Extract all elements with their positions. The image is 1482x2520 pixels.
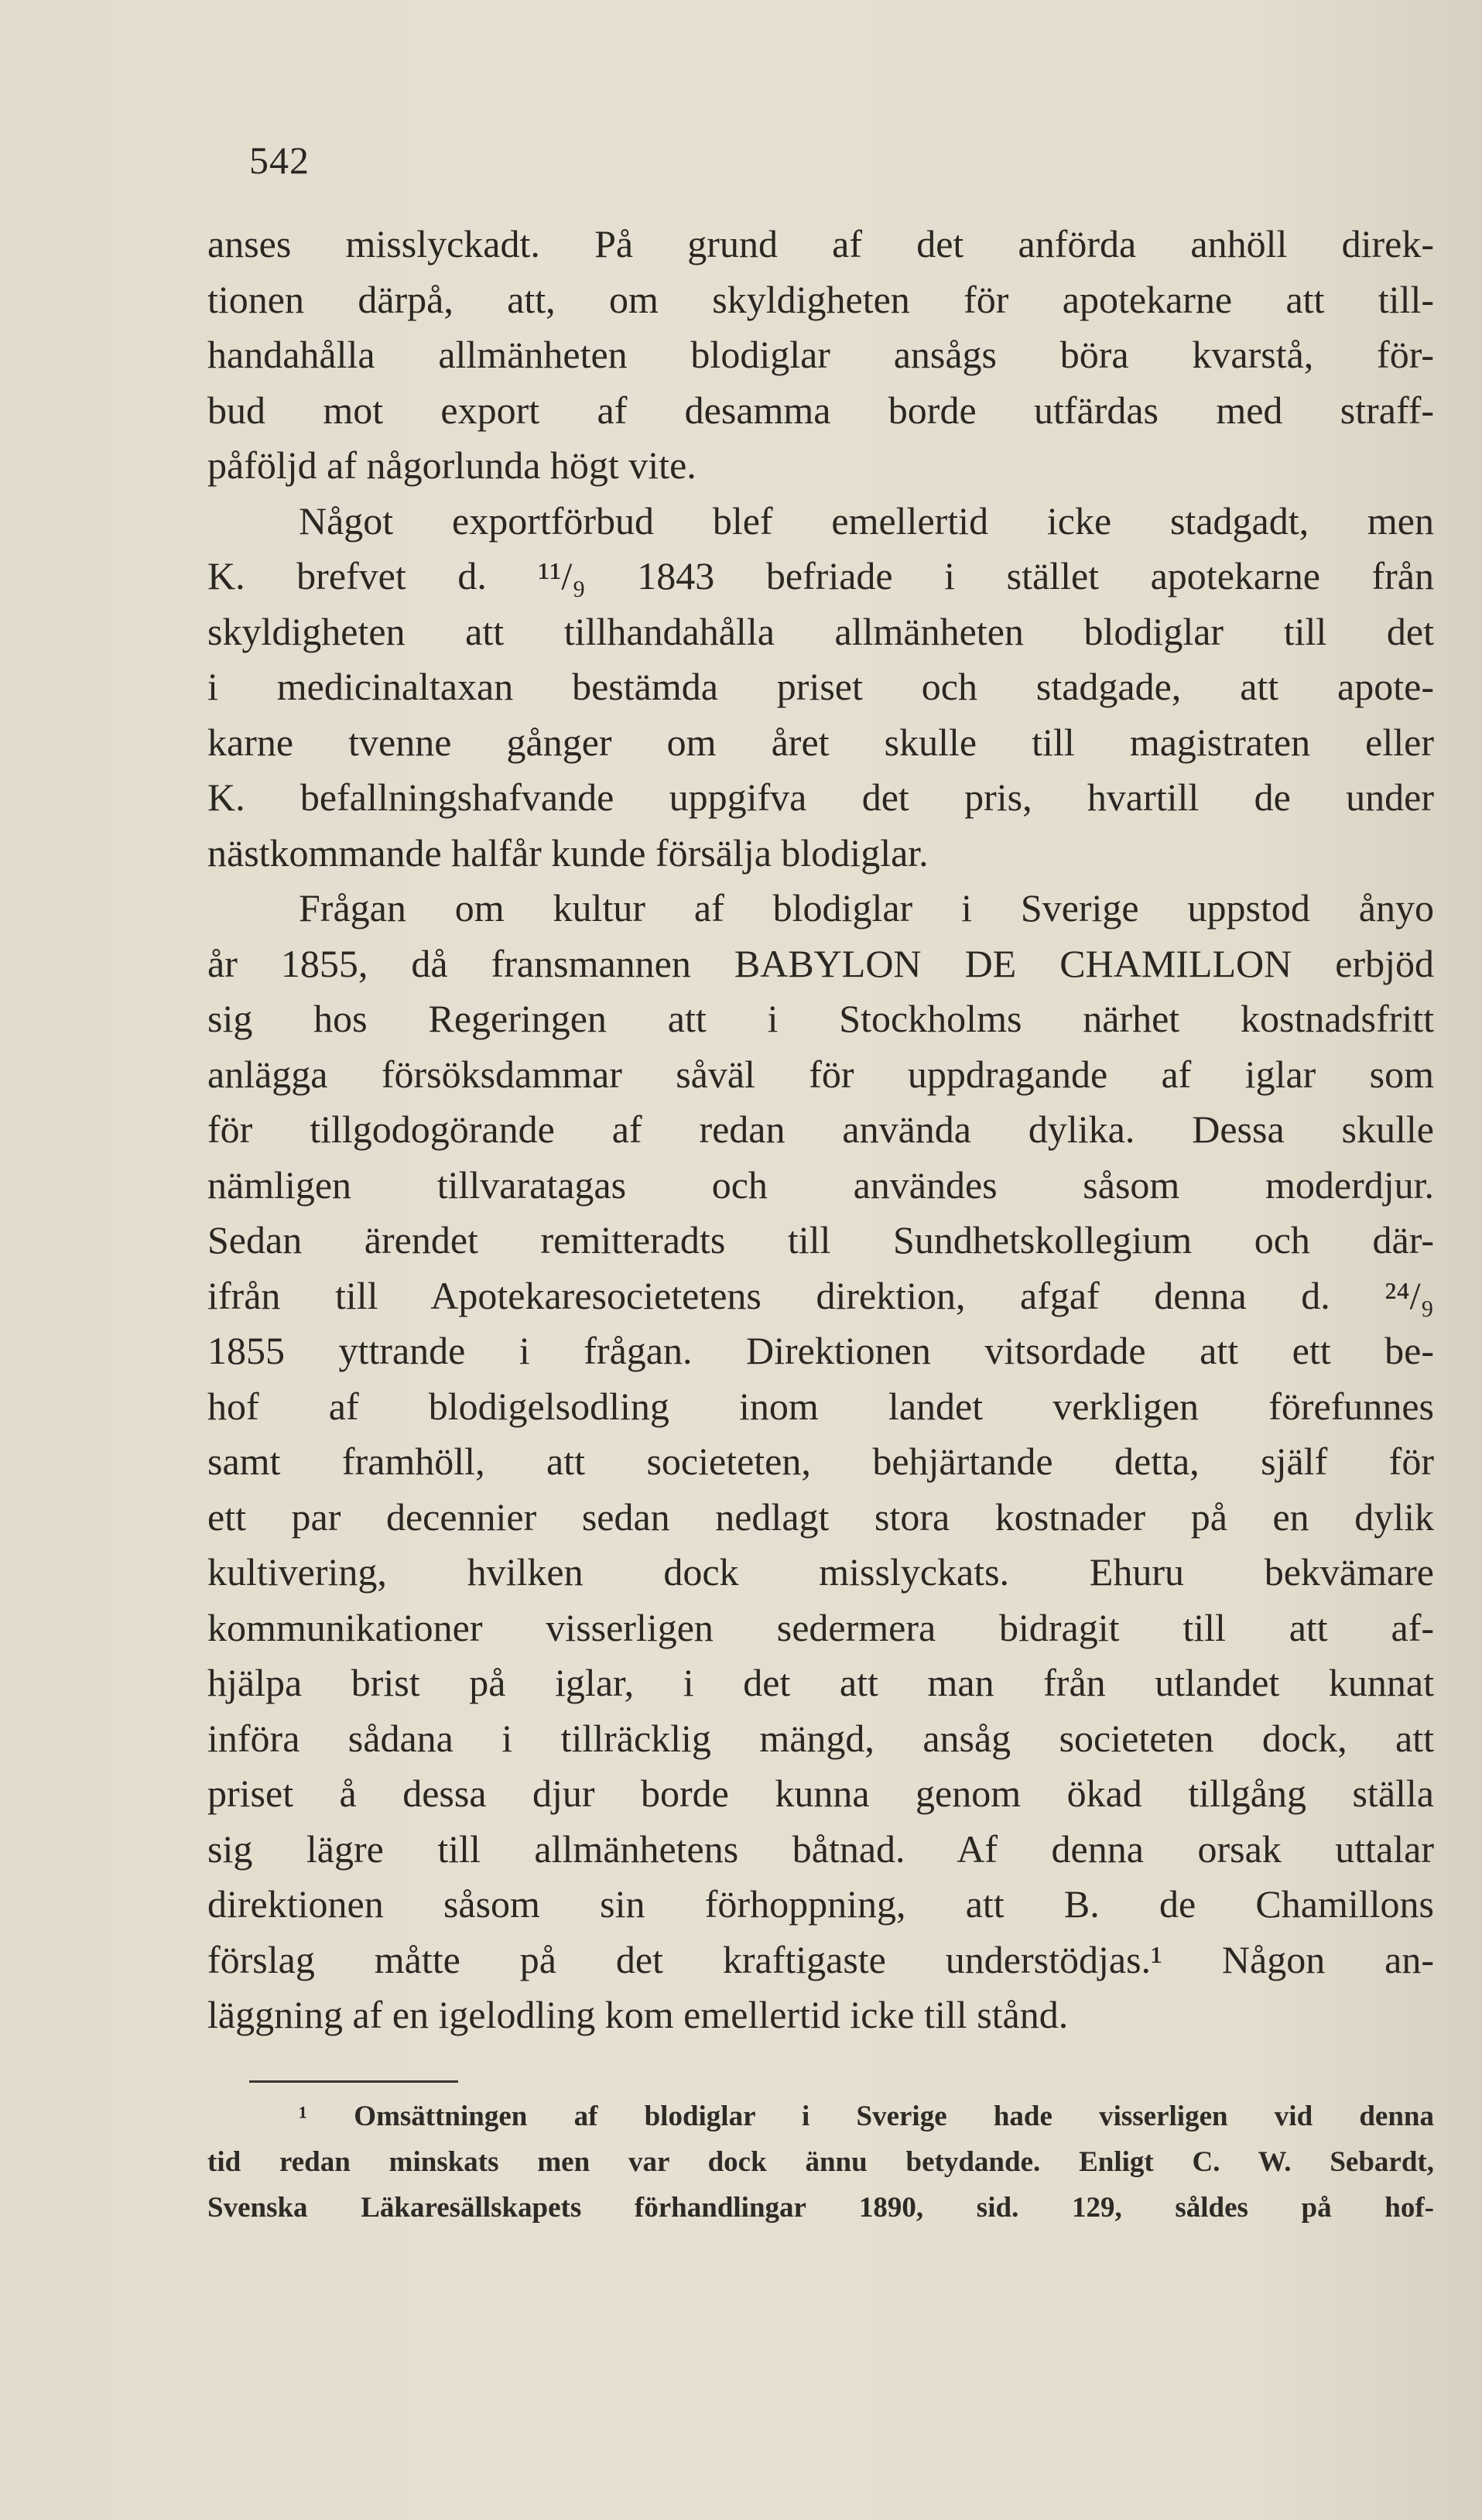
text-line: sig hos Regeringen att i Stockholms närhet kostnadsfritt (207, 997, 1434, 1040)
text-line: Frågan om kultur af blodiglar i Sverige uppstod ånyo (299, 886, 1434, 930)
text-line: för tillgodogörande af redan använda dylika. Dessa skulle (207, 1108, 1434, 1151)
text-line: bud mot export af desamma borde utfärdas med straff- (207, 388, 1434, 432)
text-line: skyldigheten att tillhandahålla allmänheten blodiglar till det (207, 609, 1434, 653)
text-line: kommunikationer visserligen sedermera bidragit till att af- (207, 1605, 1434, 1649)
text-line: 1855 yttrande i frågan. Direktionen vitsordade att ett be- (207, 1329, 1434, 1372)
text-line: nämligen tillvaratagas och användes såsom moderdjur. (207, 1162, 1434, 1207)
footnote-line: Svenska Läkaresällskapets förhandlingar 1890, sid. 129, såldes på hof- (207, 2192, 1434, 2224)
text-line: handahålla allmänheten blodiglar ansågs böra kvarstå, för- (207, 333, 1434, 376)
text-line: förslag måtte på det kraftigaste understödjas.¹ Någon an- (207, 1937, 1434, 1981)
text-line: tionen därpå, att, om skyldigheten för apotekarne att till- (207, 277, 1434, 321)
footnote-line: ¹ Omsättningen af blodiglar i Sverige hade visserligen vid denna (299, 2101, 1434, 2132)
text-line: anses misslyckadt. På grund af det anförda anhöll direk- (207, 222, 1434, 265)
footnote-divider (249, 2080, 458, 2083)
text-line: ifrån till Apotekaresocietetens direktion, afgaf denna d. ²⁴/₉ (207, 1273, 1434, 1317)
text-line: hof af blodigelsodling inom landet verkligen förefunnes (207, 1384, 1434, 1428)
footnotes (207, 2094, 1434, 2231)
text-line: påföljd af någorlunda högt vite. (207, 443, 697, 487)
text-line: anlägga försöksdammar såväl för uppdragande af iglar som (207, 1052, 1434, 1096)
page-number: 542 (249, 139, 310, 182)
text-line: införa sådana i tillräcklig mängd, ansåg societeten dock, att (207, 1716, 1434, 1760)
paragraph (207, 494, 1434, 882)
text-line: karne tvenne gånger om året skulle till magistraten eller (207, 720, 1434, 764)
text-line: hjälpa brist på iglar, i det att man från utlandet kunnat (207, 1661, 1434, 1704)
footnote-line: tid redan minskats men var dock ännu betydande. Enligt C. W. Sebardt, (207, 2146, 1434, 2178)
text-line: år 1855, då fransmannen BABYLON DE CHAMILLON erbjöd (207, 941, 1434, 985)
paragraph (207, 881, 1434, 2043)
text-line: sig lägre till allmänhetens båtnad. Af denna orsak uttalar (207, 1827, 1434, 1871)
text-line: läggning af en igelodling kom emellertid icke till stånd. (207, 1993, 1069, 2036)
text-line: direktionen såsom sin förhoppning, att B. de Chamillons (207, 1882, 1434, 1926)
text-line: i medicinaltaxan bestämda priset och stadgade, att apote- (207, 665, 1434, 708)
text-line: priset å dessa djur borde kunna genom ökad tillgång ställa (207, 1772, 1434, 1815)
paragraph (207, 217, 1434, 494)
text-line: K. befallningshafvande uppgifva det pris, hvartill de under (207, 776, 1434, 819)
text-line: nästkommande halfår kunde försälja blodiglar. (207, 830, 929, 875)
text-line: kultivering, hvilken dock misslyckats. Ehuru bekvämare (207, 1550, 1434, 1594)
text-line: samt framhöll, att societeten, behjärtande detta, själf för (207, 1440, 1434, 1483)
text-line: Sedan ärendet remitteradts till Sundhetskollegium och där- (207, 1218, 1434, 1262)
body-text (207, 217, 1434, 2043)
text-line: K. brefvet d. ¹¹/₉ 1843 befriade i stället apotekarne från (207, 554, 1434, 597)
text-line: ett par decennier sedan nedlagt stora kostnader på en dylik (207, 1495, 1434, 1539)
text-line: Något exportförbud blef emellertid icke stadgadt, men (299, 498, 1434, 543)
